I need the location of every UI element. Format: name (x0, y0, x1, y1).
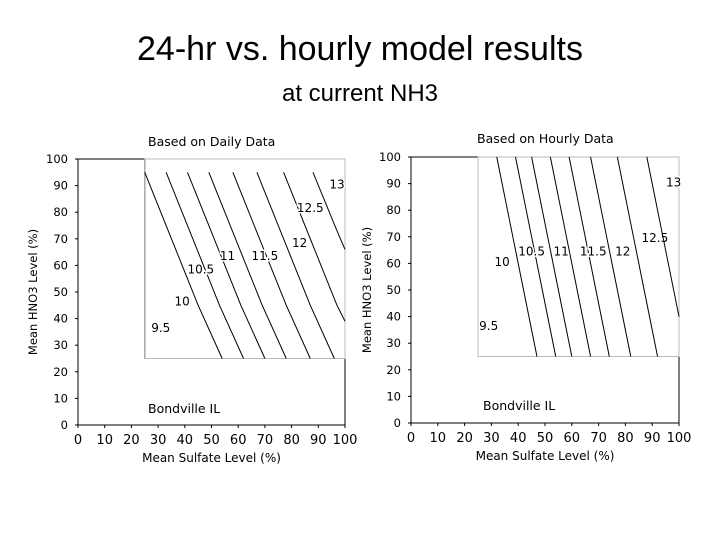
hourly-axes-frame (411, 157, 682, 423)
daily-contour-label: 12.5 (296, 201, 324, 216)
hourly-xtick-label: 30 (483, 431, 500, 446)
daily-contour-label: 9.5 (151, 320, 171, 335)
hourly-ytick-label: 30 (386, 336, 401, 351)
hourly-contour-label: 9.5 (479, 318, 499, 333)
slide-subtitle: at current NH3 (281, 80, 439, 107)
hourly-x-axis-label: Mean Sulfate Level (%) (475, 449, 615, 463)
hourly-xtick-label: 80 (617, 431, 634, 446)
hourly-ytick-label: 40 (386, 309, 401, 324)
hourly-ytick-label: 50 (386, 283, 401, 297)
daily-ytick-label: 20 (53, 364, 68, 379)
daily-ytick-label: 0 (60, 418, 68, 432)
daily-contour-label: 13 (329, 177, 345, 192)
hourly-contour-label: 10.5 (518, 244, 545, 259)
hourly-contour-label: 13 (665, 175, 682, 190)
hourly-xtick-label: 60 (563, 431, 581, 446)
hourly-site-annotation: Bondville IL (483, 398, 556, 413)
hourly-y-axis-label: Mean HNO3 Level (%) (360, 226, 374, 354)
daily-xtick-label: 20 (123, 433, 140, 448)
hourly-ytick-label: 0 (393, 416, 401, 430)
hourly-ytick-label: 100 (379, 150, 401, 164)
daily-y-axis-label: Mean HNO3 Level (%) (26, 228, 40, 356)
hourly-ytick-label: 90 (386, 176, 401, 191)
hourly-xtick-label: 90 (643, 431, 661, 446)
daily-xtick-label: 0 (73, 433, 83, 448)
daily-ytick-label: 100 (46, 152, 68, 166)
slide-title: 24-hr vs. hourly model results (137, 30, 583, 68)
daily-ytick-label: 50 (53, 285, 68, 299)
hourly-ytick-label: 80 (386, 203, 401, 218)
hourly-ytick-label: 20 (386, 362, 401, 377)
hourly-contour-label: 12.5 (641, 231, 669, 246)
hourly-xtick-label: 70 (590, 431, 607, 446)
daily-ytick-label: 30 (53, 338, 68, 353)
daily-contour-label: 11 (219, 249, 236, 264)
daily-ytick-label: 80 (53, 205, 68, 220)
daily-site-annotation: Bondville IL (148, 401, 221, 416)
hourly-contour-label: 10 (494, 255, 510, 270)
daily-xtick-label: 50 (203, 433, 220, 448)
daily-contour-11 (209, 172, 286, 358)
hourly-chart-title: Based on Hourly Data (477, 131, 614, 146)
hourly-xtick-label: 40 (509, 431, 527, 446)
daily-xtick-label: 90 (310, 433, 327, 448)
daily-xtick-label: 30 (149, 433, 167, 448)
daily-ytick-label: 60 (53, 258, 68, 273)
daily-xtick-label: 40 (176, 433, 194, 448)
daily-xtick-label: 70 (256, 433, 274, 448)
hourly-ytick-label: 70 (386, 229, 401, 244)
daily-contour-label: 10 (174, 294, 190, 309)
daily-xtick-label: 60 (229, 433, 247, 448)
daily-x-axis-label: Mean Sulfate Level (%) (142, 451, 281, 465)
hourly-contour-label: 11 (553, 244, 569, 259)
daily-plot-region (145, 159, 345, 359)
hourly-ytick-label: 60 (386, 256, 401, 271)
hourly-xtick-label: 20 (456, 431, 473, 446)
daily-contour-label: 12 (291, 235, 308, 250)
hourly-xtick-label: 10 (429, 431, 447, 446)
daily-contour-label: 10.5 (187, 262, 215, 277)
hourly-contour-label: 12 (615, 244, 631, 259)
hourly-xtick-label: 50 (536, 431, 554, 446)
daily-xtick-label: 10 (96, 433, 113, 448)
daily-chart-title: Based on Daily Data (148, 134, 276, 149)
daily-xtick-label: 80 (283, 433, 300, 448)
hourly-xtick-label: 100 (666, 431, 692, 446)
daily-ytick-label: 10 (53, 391, 68, 406)
hourly-xtick-label: 0 (406, 431, 416, 446)
daily-ytick-label: 90 (53, 178, 68, 193)
hourly-ytick-label: 10 (386, 389, 401, 404)
daily-ytick-label: 40 (53, 311, 68, 326)
daily-ytick-label: 70 (53, 231, 68, 246)
daily-contour-label: 11.5 (251, 249, 279, 264)
daily-xtick-label: 100 (332, 433, 358, 448)
hourly-contour-label: 11.5 (579, 244, 607, 259)
